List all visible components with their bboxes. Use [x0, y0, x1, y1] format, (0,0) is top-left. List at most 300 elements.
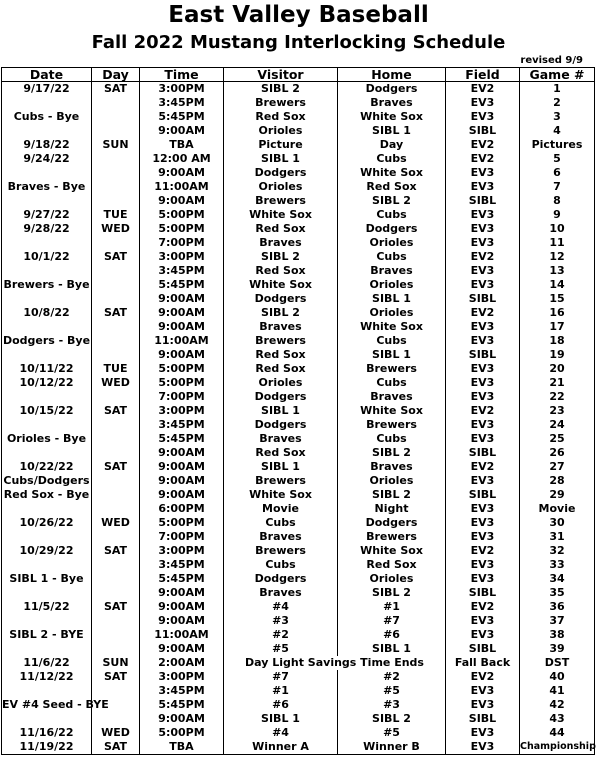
visitor-cell: Brewers: [224, 96, 338, 110]
day-cell: SAT: [92, 306, 140, 320]
visitor-cell: #7: [224, 670, 338, 684]
day-cell: [92, 446, 140, 460]
date-cell: [2, 712, 92, 726]
field-cell: EV3: [446, 180, 520, 194]
field-cell: EV3: [446, 390, 520, 404]
game-cell: 20: [520, 362, 595, 376]
day-cell: SAT: [92, 544, 140, 558]
day-cell: [92, 348, 140, 362]
date-cell: [2, 96, 92, 110]
visitor-cell: Dodgers: [224, 166, 338, 180]
page-title: East Valley Baseball: [168, 2, 429, 28]
col-header-home: Home: [338, 68, 446, 82]
schedule-row: [2, 208, 595, 222]
time-cell: 5:45PM: [140, 432, 224, 446]
home-cell: Braves: [338, 264, 446, 278]
day-cell: SAT: [92, 460, 140, 474]
game-cell: 17: [520, 320, 595, 334]
field-cell: SIBL: [446, 642, 520, 656]
date-cell: [2, 236, 92, 250]
date-cell: 10/15/22: [2, 404, 92, 418]
field-cell: EV3: [446, 614, 520, 628]
day-cell: [92, 418, 140, 432]
schedule-row: [2, 502, 595, 516]
game-cell: 7: [520, 180, 595, 194]
time-cell: 9:00AM: [140, 124, 224, 138]
date-cell: Dodgers - Bye: [2, 334, 91, 347]
visitor-cell: SIBL 1: [224, 712, 338, 726]
time-cell: 9:00AM: [140, 306, 224, 320]
day-cell: [92, 502, 140, 516]
field-cell: EV3: [446, 530, 520, 544]
visitor-cell: Brewers: [224, 334, 338, 348]
time-cell: 5:00PM: [140, 376, 224, 390]
time-cell: 5:45PM: [140, 110, 224, 124]
schedule-row: [2, 446, 595, 460]
time-cell: TBA: [140, 138, 224, 152]
time-cell: 3:45PM: [140, 684, 224, 698]
date-cell: [2, 684, 92, 698]
col-header-visitor: Visitor: [224, 68, 338, 82]
schedule-row: [2, 474, 595, 488]
visitor-cell: Red Sox: [224, 110, 338, 124]
field-cell: EV3: [446, 320, 520, 334]
field-cell: SIBL: [446, 586, 520, 600]
game-cell: 40: [520, 670, 595, 684]
day-cell: WED: [92, 726, 140, 740]
date-cell: SIBL 2 - BYE: [2, 628, 92, 642]
day-cell: [92, 236, 140, 250]
home-cell: Orioles: [338, 278, 446, 292]
game-cell: 41: [520, 684, 595, 698]
date-cell: 9/17/22: [2, 82, 92, 97]
home-cell: Red Sox: [338, 180, 446, 194]
home-cell: Red Sox: [338, 558, 446, 572]
home-cell: Cubs: [338, 334, 446, 348]
time-cell: 9:00AM: [140, 642, 224, 656]
home-cell: Brewers: [338, 530, 446, 544]
schedule-row: [2, 110, 595, 124]
schedule-row: [2, 96, 595, 110]
game-cell: 29: [520, 488, 595, 502]
col-header-game: Game #: [520, 68, 595, 82]
day-cell: WED: [92, 516, 140, 530]
visitor-cell: #4: [224, 600, 338, 614]
time-cell: 9:00AM: [140, 488, 224, 502]
home-cell: #5: [338, 726, 446, 740]
time-cell: 3:00PM: [140, 404, 224, 418]
visitor-cell: #6: [224, 698, 338, 712]
header-row: [2, 68, 595, 82]
game-cell: 38: [520, 628, 595, 642]
day-cell: [92, 712, 140, 726]
game-cell: 15: [520, 292, 595, 306]
time-cell: 3:45PM: [140, 558, 224, 572]
date-cell: [2, 264, 92, 278]
game-cell: 39: [520, 642, 595, 656]
field-cell: EV3: [446, 502, 520, 516]
day-cell: SUN: [92, 138, 140, 152]
home-cell: Cubs: [338, 152, 446, 166]
visitor-cell: Red Sox: [224, 264, 338, 278]
day-cell: [92, 278, 140, 292]
time-cell: 5:00PM: [140, 726, 224, 740]
visitor-cell: Movie: [224, 502, 338, 516]
field-cell: EV3: [446, 278, 520, 292]
game-cell: 9: [520, 208, 595, 222]
day-cell: [92, 334, 140, 348]
game-cell: 11: [520, 236, 595, 250]
field-cell: EV3: [446, 474, 520, 488]
day-cell: WED: [92, 376, 140, 390]
schedule-row: [2, 530, 595, 544]
home-cell: Cubs: [338, 250, 446, 264]
game-cell: 19: [520, 348, 595, 362]
field-cell: SIBL: [446, 446, 520, 460]
col-header-date: Date: [2, 68, 92, 82]
time-cell: 9:00AM: [140, 446, 224, 460]
home-cell: Night: [338, 502, 446, 516]
visitor-cell: Braves: [224, 432, 338, 446]
page-subtitle: Fall 2022 Mustang Interlocking Schedule: [91, 32, 506, 53]
home-cell: Orioles: [338, 474, 446, 488]
field-cell: SIBL: [446, 348, 520, 362]
home-cell: #3: [338, 698, 446, 712]
time-cell: 7:00PM: [140, 236, 224, 250]
schedule-row: [2, 544, 595, 558]
game-cell: 1: [520, 82, 595, 97]
field-cell: EV3: [446, 726, 520, 740]
time-cell: 9:00AM: [140, 348, 224, 362]
schedule-row: [2, 180, 595, 194]
home-cell: White Sox: [338, 110, 446, 124]
game-cell: 33: [520, 558, 595, 572]
day-cell: [92, 614, 140, 628]
time-cell: 9:00AM: [140, 600, 224, 614]
day-cell: SAT: [92, 404, 140, 418]
visitor-cell: Cubs: [224, 516, 338, 530]
schedule-row: [2, 572, 595, 586]
day-cell: [92, 166, 140, 180]
time-cell: 9:00AM: [140, 586, 224, 600]
schedule-row: [2, 250, 595, 264]
time-cell: 3:00PM: [140, 670, 224, 684]
visitor-cell: Braves: [224, 586, 338, 600]
date-cell: 10/11/22: [2, 362, 92, 376]
date-cell: [2, 586, 92, 600]
field-cell: EV3: [446, 418, 520, 432]
field-cell: EV2: [446, 152, 520, 166]
day-cell: [92, 558, 140, 572]
game-cell: 13: [520, 264, 595, 278]
home-cell: Orioles: [338, 306, 446, 320]
game-cell: 23: [520, 404, 595, 418]
date-cell: 11/5/22: [2, 600, 92, 614]
day-cell: [92, 320, 140, 334]
game-cell: 6: [520, 166, 595, 180]
day-cell: TUE: [92, 208, 140, 222]
time-cell: 5:45PM: [140, 278, 224, 292]
field-cell: EV2: [446, 544, 520, 558]
day-cell: SUN: [92, 656, 140, 670]
schedule-row: [2, 334, 595, 348]
home-cell: #5: [338, 684, 446, 698]
schedule-row: [2, 418, 595, 432]
date-cell: [2, 194, 92, 208]
field-cell: EV3: [446, 362, 520, 376]
home-cell: Orioles: [338, 572, 446, 586]
time-cell: 3:00PM: [140, 82, 224, 97]
game-cell: 26: [520, 446, 595, 460]
day-cell: [92, 152, 140, 166]
visitor-cell: Dodgers: [224, 292, 338, 306]
time-cell: 3:45PM: [140, 264, 224, 278]
time-cell: 7:00PM: [140, 530, 224, 544]
visitor-cell: Red Sox: [224, 348, 338, 362]
time-cell: 9:00AM: [140, 460, 224, 474]
schedule-row: [2, 558, 595, 572]
game-cell: Pictures: [520, 138, 595, 152]
time-cell: 12:00 AM: [140, 152, 224, 166]
time-cell: 9:00AM: [140, 320, 224, 334]
time-cell: 5:00PM: [140, 516, 224, 530]
time-cell: 3:45PM: [140, 96, 224, 110]
field-cell: EV2: [446, 600, 520, 614]
home-cell: SIBL 1: [338, 124, 446, 138]
field-cell: EV3: [446, 698, 520, 712]
schedule-row: [2, 614, 595, 628]
field-cell: EV2: [446, 306, 520, 320]
day-cell: [92, 586, 140, 600]
date-cell: 10/12/22: [2, 376, 92, 390]
game-cell: Movie: [520, 502, 595, 516]
visitor-cell: #5: [224, 642, 338, 656]
game-cell: 44: [520, 726, 595, 740]
schedule-row: [2, 152, 595, 166]
game-cell: 24: [520, 418, 595, 432]
field-cell: EV3: [446, 432, 520, 446]
visitor-cell: Braves: [224, 236, 338, 250]
game-cell: 14: [520, 278, 595, 292]
home-cell: White Sox: [338, 544, 446, 558]
time-cell: 9:00AM: [140, 474, 224, 488]
game-cell: 35: [520, 586, 595, 600]
time-cell: 5:00PM: [140, 208, 224, 222]
field-cell: EV3: [446, 684, 520, 698]
field-cell: EV3: [446, 222, 520, 236]
field-cell: EV2: [446, 404, 520, 418]
visitor-cell: Dodgers: [224, 572, 338, 586]
day-cell: [92, 642, 140, 656]
visitor-cell: Orioles: [224, 124, 338, 138]
field-cell: EV3: [446, 740, 520, 755]
home-cell: #7: [338, 614, 446, 628]
game-cell: 32: [520, 544, 595, 558]
schedule-row: [2, 684, 595, 698]
date-cell: [2, 166, 92, 180]
home-cell: SIBL 1: [338, 348, 446, 362]
field-cell: EV3: [446, 376, 520, 390]
date-cell: 11/16/22: [2, 726, 92, 740]
visitor-cell: Dodgers: [224, 390, 338, 404]
field-cell: SIBL: [446, 292, 520, 306]
date-cell: 10/26/22: [2, 516, 92, 530]
game-cell: 37: [520, 614, 595, 628]
schedule-row: [2, 390, 595, 404]
home-cell: SIBL 2: [338, 194, 446, 208]
schedule-row: [2, 516, 595, 530]
visitor-cell: #3: [224, 614, 338, 628]
time-cell: 3:45PM: [140, 418, 224, 432]
time-cell: 5:45PM: [140, 698, 224, 712]
schedule-row: [2, 488, 595, 502]
day-cell: [92, 488, 140, 502]
game-cell: 22: [520, 390, 595, 404]
date-cell: [2, 558, 92, 572]
day-cell: [92, 684, 140, 698]
schedule-row: [2, 376, 595, 390]
home-cell: SIBL 2: [338, 446, 446, 460]
game-cell: 43: [520, 712, 595, 726]
day-cell: [92, 572, 140, 586]
col-header-time: Time: [140, 68, 224, 82]
field-cell: EV3: [446, 236, 520, 250]
game-cell: 8: [520, 194, 595, 208]
schedule-row: [2, 642, 595, 656]
visitor-cell: SIBL 1: [224, 460, 338, 474]
date-cell: Braves - Bye: [2, 180, 92, 194]
date-cell: [2, 418, 92, 432]
game-cell: 16: [520, 306, 595, 320]
schedule-row: [2, 404, 595, 418]
field-cell: EV3: [446, 572, 520, 586]
schedule-row: [2, 362, 595, 376]
home-cell: SIBL 1: [338, 292, 446, 306]
date-cell: 9/24/22: [2, 152, 92, 166]
visitor-cell: SIBL 1: [224, 152, 338, 166]
home-cell: Brewers: [338, 418, 446, 432]
schedule-row: [2, 726, 595, 740]
visitor-cell: SIBL 2: [224, 82, 338, 97]
game-cell: 42: [520, 698, 595, 712]
schedule-row: [2, 278, 595, 292]
day-cell: [92, 432, 140, 446]
field-cell: SIBL: [446, 488, 520, 502]
visitor-cell: SIBL 2: [224, 250, 338, 264]
visitor-cell: Braves: [224, 530, 338, 544]
visitor-cell: SIBL 1: [224, 404, 338, 418]
field-cell: EV3: [446, 166, 520, 180]
time-cell: 11:00AM: [140, 180, 224, 194]
visitor-cell: #2: [224, 628, 338, 642]
date-cell: 10/29/22: [2, 544, 92, 558]
date-cell: [2, 446, 92, 460]
game-cell: 5: [520, 152, 595, 166]
home-cell: Dodgers: [338, 516, 446, 530]
time-cell: 3:00PM: [140, 250, 224, 264]
day-cell: [92, 96, 140, 110]
date-cell: Brewers - Bye: [3, 278, 90, 291]
date-cell: 9/28/22: [2, 222, 92, 236]
home-cell: White Sox: [338, 404, 446, 418]
home-cell: SIBL 2: [338, 712, 446, 726]
game-cell: 27: [520, 460, 595, 474]
time-cell: TBA: [140, 740, 224, 755]
day-cell: SAT: [92, 600, 140, 614]
time-cell: 5:00PM: [140, 222, 224, 236]
game-cell: 28: [520, 474, 595, 488]
date-cell: 9/18/22: [2, 138, 92, 152]
day-cell: [92, 124, 140, 138]
date-cell: Cubs/Dodgers: [3, 474, 90, 487]
field-cell: EV2: [446, 460, 520, 474]
date-cell: [2, 292, 92, 306]
date-cell: Orioles - Bye: [2, 432, 92, 446]
field-cell: EV2: [446, 670, 520, 684]
day-cell: [92, 110, 140, 124]
home-cell: SIBL 2: [338, 586, 446, 600]
visitor-cell: White Sox: [224, 208, 338, 222]
home-cell: SIBL 2: [338, 488, 446, 502]
visitor-cell: #1: [224, 684, 338, 698]
game-cell: 25: [520, 432, 595, 446]
home-cell: Dodgers: [338, 82, 446, 97]
date-cell: 10/8/22: [2, 306, 92, 320]
date-cell: 9/27/22: [2, 208, 92, 222]
home-cell: Cubs: [338, 432, 446, 446]
col-header-field: Field: [446, 68, 520, 82]
visitor-cell: White Sox: [224, 278, 338, 292]
field-cell: EV2: [446, 82, 520, 97]
time-cell: 11:00AM: [140, 334, 224, 348]
game-cell: 10: [520, 222, 595, 236]
home-cell: Brewers: [338, 362, 446, 376]
visitor-cell: Red Sox: [224, 446, 338, 460]
visitor-cell: Brewers: [224, 544, 338, 558]
home-cell: #2: [338, 670, 446, 684]
date-cell: 10/1/22: [2, 250, 92, 264]
day-cell: [92, 474, 140, 488]
date-cell: SIBL 1 - Bye: [2, 572, 92, 586]
home-cell: Cubs: [338, 208, 446, 222]
date-cell: [2, 390, 92, 404]
schedule-row: [2, 194, 595, 208]
day-cell: [92, 264, 140, 278]
home-cell: Orioles: [338, 236, 446, 250]
home-cell: Braves: [338, 460, 446, 474]
visitor-cell: Braves: [224, 320, 338, 334]
visitor-cell: Orioles: [224, 376, 338, 390]
field-cell: SIBL: [446, 194, 520, 208]
date-cell: [2, 642, 92, 656]
home-cell: Dodgers: [338, 222, 446, 236]
field-cell: Fall Back: [446, 656, 520, 670]
schedule-row: [2, 656, 595, 670]
schedule-row: [2, 432, 595, 446]
field-cell: SIBL: [446, 124, 520, 138]
date-cell: [2, 502, 92, 516]
col-header-day: Day: [92, 68, 140, 82]
day-cell: [92, 194, 140, 208]
visitor-cell: Orioles: [224, 180, 338, 194]
game-cell: 3: [520, 110, 595, 124]
visitor-cell: Red Sox: [224, 362, 338, 376]
game-cell: 36: [520, 600, 595, 614]
schedule-row: [2, 124, 595, 138]
visitor-cell: #4: [224, 726, 338, 740]
day-cell: SAT: [92, 82, 140, 97]
time-cell: 5:00PM: [140, 362, 224, 376]
